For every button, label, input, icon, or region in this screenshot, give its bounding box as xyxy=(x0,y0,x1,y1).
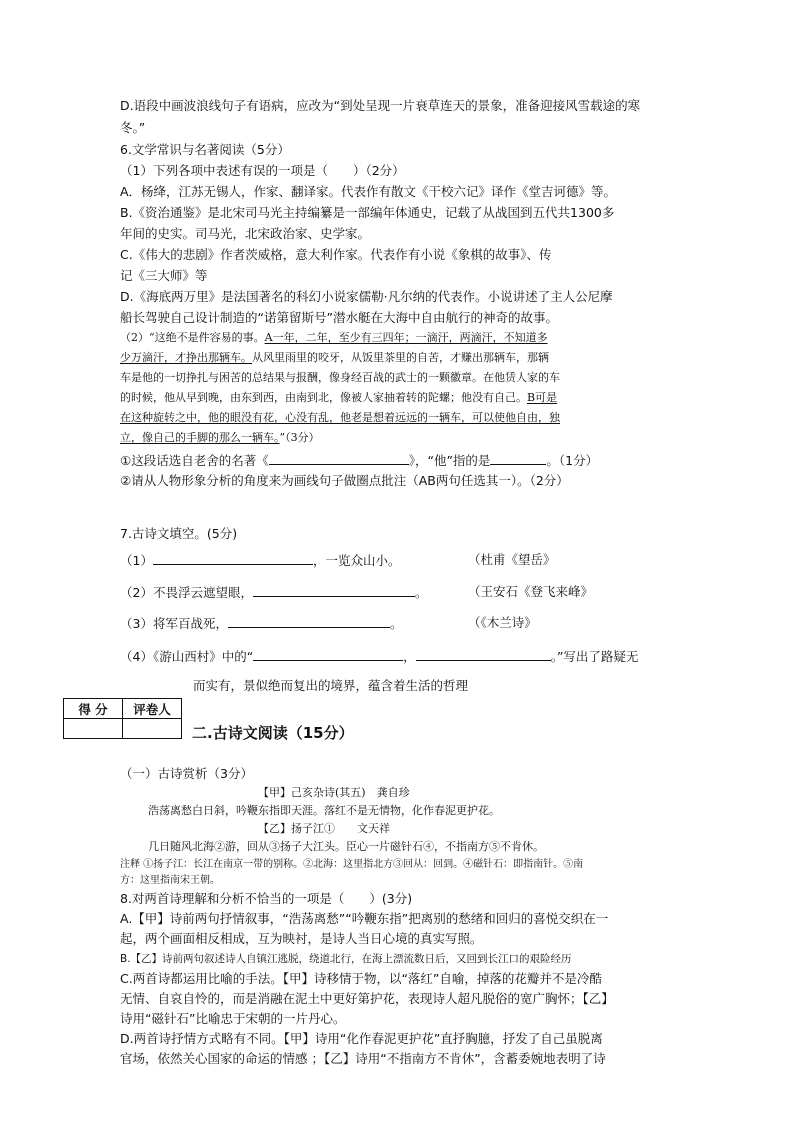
q7-l1-text: ，一览众山小。 xyxy=(312,553,401,568)
q6-q1-end: 。（1分） xyxy=(546,453,599,468)
q8-title: 8.对两首诗理解和分析不恰当的一项是（ ）(3分) xyxy=(120,891,413,906)
q6-sub1: （1）下列各项中表述有误的一项是（ ）（2分） xyxy=(120,163,405,178)
q7-line1 xyxy=(120,552,400,568)
q8-option-d-line2: 官场，依然关心国家的命运的情感 ；【乙】诗用“不指南方不肯休”，含蓄委婉地表明了诗 xyxy=(120,1051,606,1066)
book-title-blank[interactable] xyxy=(269,452,409,465)
passage-sentence-b-start: B可是 xyxy=(527,391,558,404)
he-refers-blank[interactable] xyxy=(490,452,546,465)
q6-option-d-line2: 船长驾驶自己设计制造的“诺第留斯号”潜水艇在大海中自由航行的神奇的故事。 xyxy=(120,310,558,325)
passage-line4-text: 的时候，他从早到晚，由东到西，由南到北，像被人家抽着转的陀螺；他没有自己。 xyxy=(120,391,527,404)
q6-option-c-line2: 记《三大师》等 xyxy=(120,268,208,283)
q6-passage-line6 xyxy=(120,430,320,445)
q8-option-b: B.【乙】诗前两句叙述诗人自镇江逃脱，绕道北行，在海上漂流数日后，又回到长江口的艰险经历 xyxy=(120,953,604,965)
q6-q1-pre: ①这段话选自老舍的名著《 xyxy=(120,453,269,468)
q8-option-a-line1: A.【甲】诗前两句抒情叙事，“浩荡离愁”“吟鞭东指”把离别的愁绪和回归的喜悦交织在一 xyxy=(120,911,609,926)
q8-option-c-line1: C.两首诗都运用比喻的手法。【甲】诗移情于物，以“落红”自喻，掉落的花瓣并不是冷酷 xyxy=(120,971,602,986)
q7-l3-pre: （3）将军百战死， xyxy=(120,616,228,631)
poem-yi-title: 【乙】扬子江① 文天祥 xyxy=(258,822,390,835)
q7-l2-end: 。 xyxy=(414,585,428,600)
q6-passage-line1 xyxy=(120,330,548,345)
q8-option-c-line2: 无情、自哀自怜的，而是消融在泥土中更好第护花，表现诗人超凡脱俗的宽广胸怀；【乙】 xyxy=(120,991,614,1006)
passage-line2-rest: 从风里雨里的咬牙，从饭里茶里的自苦，才赚出那辆车，那辆 xyxy=(252,351,549,364)
q6-passage-line4 xyxy=(120,390,557,405)
poem-blank-2[interactable] xyxy=(253,584,415,597)
grader-cell[interactable] xyxy=(123,719,182,739)
q5-option-d-line1: D.语段中画波浪线句子有语病，应改为“到处呈现一片衰草连天的景象，准备迎接风雪载途的寒 xyxy=(120,98,641,113)
q6-option-c-line1: C.《伟大的悲剧》作者茨威格，意大利作家。代表作有小说《象棋的故事》、传 xyxy=(120,247,552,262)
q7-l4-end: 。”写出了路疑无 xyxy=(550,649,639,664)
q8-option-d-line1: D.两首诗抒情方式略有不同。【甲】诗用“化作春泥更护花”直抒胸臆，抒发了自己虽脱离 xyxy=(120,1031,603,1046)
score-label: 得 分 xyxy=(64,699,123,719)
poem-notes-line2: 方：这里指南宋王朝。 xyxy=(120,875,220,886)
q7-l4-pre: （4）《游山西村》中的“ xyxy=(120,649,254,664)
q6-option-d-line1: D.《海底两万里》是法国著名的科幻小说家儒勒·凡尔纳的代表作。小说讲述了主人公尼摩 xyxy=(120,289,613,304)
q5-option-d-line2: 冬。” xyxy=(120,120,146,135)
q7-line3 xyxy=(120,615,402,631)
poem-jia-title: 【甲】己亥杂诗(其五) 龚自珍 xyxy=(258,786,410,799)
passage-start: （2）“这绝不是件容易的事。 xyxy=(120,331,265,344)
q7-line2 xyxy=(120,584,427,600)
q7-l1-source: （杜甫《望岳》 xyxy=(468,552,556,567)
passage-sentence-b-end: 立，像自己的手脚的那么一辆车。 xyxy=(120,431,280,444)
score-cell[interactable] xyxy=(64,719,123,739)
section2-title: 二.古诗文阅读（15分） xyxy=(192,724,354,742)
q6-q1-mid: 》，“他”指的是 xyxy=(408,453,491,468)
q6-option-b-line2: 年间的史实。司马光，北宋政治家、史学家。 xyxy=(120,226,371,241)
q7-line4 xyxy=(120,648,638,664)
q6-passage-line5: 在这种旋转之中，他的眼没有花，心没有乱，他老是想着远远的一辆车，可以使他自由，独 xyxy=(120,411,560,424)
poem-blank-4[interactable] xyxy=(253,648,403,661)
q6-title: 6.文学常识与名著阅读（5分） xyxy=(120,142,290,157)
q6-passage-line3: 车是他的一切挣扎与困苦的总结果与报酬，像身经百战的武士的一颗徽章。在他赁人家的车 xyxy=(120,371,560,384)
q6-question2: ②请从人物形象分析的角度来为画线句子做圈点批注（AB两句任选其一）。（2分） xyxy=(120,473,569,488)
q7-l3-source: （《木兰诗》 xyxy=(468,615,537,630)
q6-option-a: A．杨绛，江苏无锡人，作家、翻译家。代表作有散文《干校六记》译作《堂吉诃德》等。 xyxy=(120,184,617,199)
q6-passage-line2 xyxy=(120,350,549,365)
passage-sentence-a: A一年，二年，至少有三四年；一滴汗，两滴汗，不知道多 xyxy=(264,331,548,344)
q8-option-c-line3: 诗用“磁针石”比喻忠于宋朝的一片丹心。 xyxy=(120,1011,346,1026)
poem-subtitle: （一）古诗赏析（3分） xyxy=(120,766,253,781)
q8-option-a-line2: 起，两个画面相反相成，互为映衬，是诗人当日心境的真实写照。 xyxy=(120,931,483,946)
passage-points: ”（3分） xyxy=(279,431,320,444)
q6-option-b-line1: B.《资治通鉴》是北宋司马光主持编纂是一部编年体通史，记载了从战国到五代共1300多 xyxy=(120,205,615,220)
q7-line4-continued: 而实有，景似绝而复出的境界，蕴含着生活的哲理 xyxy=(193,678,469,693)
poem-yi-text: 几日随风北海②游，回从③扬子大江头。臣心一片磁针石④，不指南方⑤不肯休。 xyxy=(148,840,544,853)
q7-l1-num: （1） xyxy=(120,553,153,568)
poem-jia-text: 浩荡离愁白日斜，吟鞭东指即天涯。落红不是无情物，化作春泥更护花。 xyxy=(148,804,500,817)
q7-l2-source: （王安石《登飞来峰》 xyxy=(468,584,594,599)
poem-notes-line1: 注释 ①扬子江：长江在南京一带的别称。②北海：这里指北方③回从：回到。④磁针石：即指南针。⑤南 xyxy=(120,859,584,870)
q6-question1 xyxy=(120,452,598,468)
passage-sentence-a-end: 少万滴汗，才挣出那辆车。 xyxy=(120,351,252,364)
q7-title: 7.古诗文填空。(5分) xyxy=(120,526,238,541)
grader-label: 评卷人 xyxy=(123,699,182,719)
q7-l4-mid: ， xyxy=(403,649,416,664)
poem-blank-1[interactable] xyxy=(153,552,313,565)
poem-blank-3[interactable] xyxy=(228,615,390,628)
score-box xyxy=(63,698,182,739)
poem-blank-5[interactable] xyxy=(416,648,551,661)
q7-l2-pre: （2）不畏浮云遮望眼， xyxy=(120,585,253,600)
q7-l3-end: 。 xyxy=(389,616,403,631)
